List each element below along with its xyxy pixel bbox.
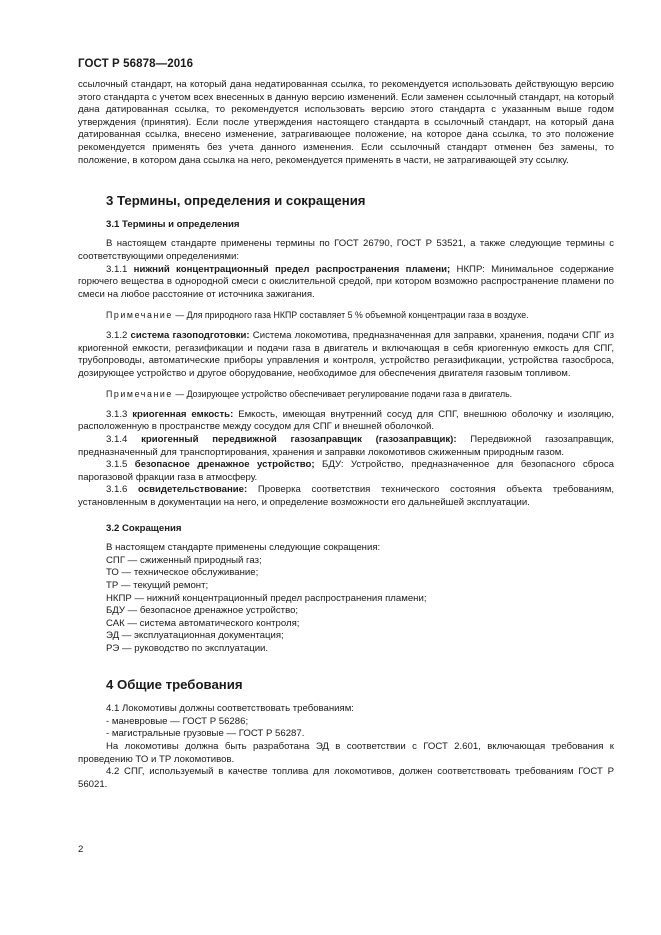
term-definition: Система локомотива, предназначенная для заправки, хранения, подачи СПГ из криогенной емкости, регазификации и подачи газа в двигатель и включающая в себя криогенную емкость для СПГ, трубопроводы, автоматические приборы управления и контроля, устройство регазификации, устройства газосброса, дозирующее устройство и другое оборудование, необходимое для обеспечения двигателя газовым топливом. [78,329,614,379]
term-3-1-4 [78,434,614,459]
intro-paragraph: ссылочный стандарт, на который дана недатированная ссылка, то рекомендуется использовать действующую версию этого стандарта с учетом всех внесенных в данную версию изменений. Если заменен ссылочный стандарт, на который дана датированная ссылка, то рекомендуется использовать версию этого стандарта с указанным выше годом утверждения (принятия). Если после утверждения настоящего стандарта в ссылочный стандарт, на который дана датированная ссылка, внесено изменение, затрагивающее положение, на которое дана ссылка, то это положение рекомендуется применять без учета данного изменения. Если ссылочный стандарт отменен без замены, то положение, в котором дана ссылка на него, рекомендуется применять в части, не затрагивающей эту ссылку. [78,79,614,166]
subsection-3-1-title: 3.1 Термины и определения [106,218,240,230]
term-definition: Емкость, имеющая внутренний сосуд для СПГ, внешнюю оболочку и изоляцию, расположенную в пространстве между сосудом для СПГ и внешней оболочкой. [78,408,614,433]
abbreviation-item: БДУ — безопасное дренажное устройство; [106,605,299,617]
term-number: 3.1.4 [106,434,142,446]
note-text: — Дозирующее устройство обеспечивает регулирование подачи газа в двигатель. [172,389,513,400]
abbreviation-item: СПГ — сжиженный природный газ; [106,554,262,566]
term-definition: НКПР: Минимальное содержание горючего вещества в однородной смеси с окислительной средой, при котором возможно распространение пламени по смеси на любое расстояние от источника зажигания. [78,263,614,300]
abbreviation-item: САК — система автоматического контроля; [106,617,300,629]
page-number: 2 [78,844,84,855]
note-text: — Для природного газа НКПР составляет 5 % объемной концентрации газа в воздухе. [172,310,529,321]
paragraph-3-1: В настоящем стандарте применены термины по ГОСТ 26790, ГОСТ Р 53521, а также следующие термины с соответствующими определениями: [78,238,614,262]
paragraph-3-2: В настоящем стандарте применены следующие сокращения: [106,542,381,554]
abbreviation-item: ТР — текущий ремонт; [106,580,209,591]
subsection-3-2-title: 3.2 Сокращения [106,522,182,534]
requirement-item: - маневровые — ГОСТ Р 56286; [106,715,249,727]
abbreviation-item: ЭД — эксплуатационная документация; [106,630,284,642]
term-definition: БДУ: Устройство, предназначенное для безопасного сброса парогазовой фракции газа в атмосферу. [78,459,614,483]
note-label: Примечание [106,310,173,321]
term-name: безопасное дренажное устройство; [134,459,315,471]
term-3-1-3 [78,409,614,434]
term-3-1-6 [78,484,614,509]
section-4-title: 4 Общие требования [106,676,243,692]
term-name: нижний концентрационный предел распространения пламени; [133,263,451,275]
note-2 [78,388,614,401]
term-name: криогенный передвижной газозаправщик (газозаправщик): [141,434,457,446]
term-name: система газоподготовки: [130,329,250,341]
document-header: ГОСТ Р 56878—2016 [78,58,194,70]
section-3-title: 3 Термины, определения и сокращения [106,193,366,209]
paragraph-4-1-docs: На локомотивы должна быть разработана ЭД в соответствии с ГОСТ 2.601, включающая требования к проведению ТО и ТР локомотивов. [78,740,614,765]
paragraph-4-2: 4.2 СПГ, используемый в качестве топлива для локомотивов, должен соответствовать требованиям ГОСТ Р 56021. [78,766,614,790]
term-number: 3.1.3 [106,408,133,420]
term-name: освидетельствование: [138,484,248,496]
abbreviation-item: ТО — техническое обслуживание; [106,567,259,579]
term-definition: Проверка соответствия технического состояния объекта требованиям, установленным в документации на него, и определение возможности его дальнейшей эксплуатации. [78,484,614,509]
document-body [78,79,614,791]
note-label: Примечание [106,389,173,400]
term-definition: Передвижной газозаправщик, предназначенный для транспортирования, хранения и заправки локомотивов сжиженным природным газом. [78,434,614,458]
term-number: 3.1.6 [106,484,138,496]
term-name: криогенная емкость: [132,408,234,420]
abbreviation-item: РЭ — руководство по эксплуатации. [106,642,269,654]
abbreviation-item: НКПР — нижний концентрационный предел распространения пламени; [106,592,427,604]
note-1 [78,309,614,322]
term-number: 3.1.5 [106,459,135,471]
term-3-1-1 [78,264,614,302]
term-3-1-5 [78,459,614,484]
term-3-1-2 [78,330,614,380]
term-number: 3.1.2 [106,329,131,341]
paragraph-4-1: 4.1 Локомотивы должны соответствовать требованиям: [106,703,354,715]
requirement-item: - магистральные грузовые — ГОСТ Р 56287. [106,728,305,740]
term-number: 3.1.1 [106,263,134,275]
